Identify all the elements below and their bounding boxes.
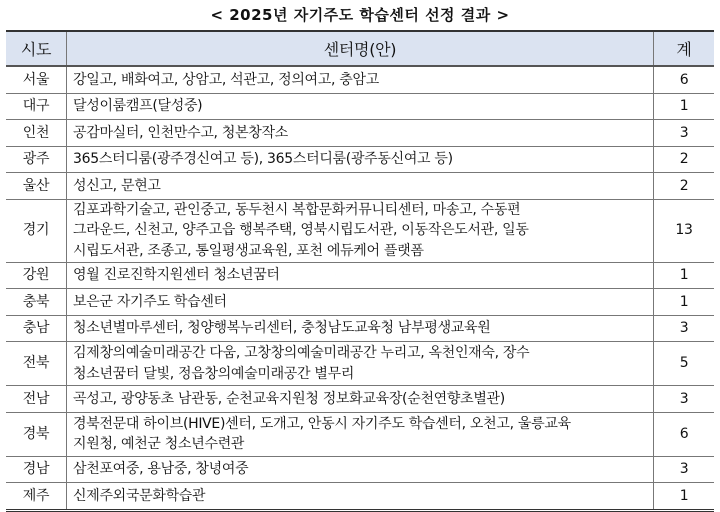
table-row: [6, 456, 714, 483]
table-header-row: [6, 31, 714, 66]
center-cell: [67, 120, 654, 147]
count-cell: 6: [654, 412, 715, 456]
count-cell: 6: [654, 66, 715, 93]
region-cell: 서울: [6, 66, 67, 93]
table-row: [6, 262, 714, 289]
center-cell: [67, 173, 654, 200]
center-cell: [67, 146, 654, 173]
table-title: < 2025년 자기주도 학습센터 선정 결과 >: [210, 6, 510, 24]
table-row: [6, 199, 714, 262]
region-cell: 강원: [6, 262, 67, 289]
count-cell: 3: [654, 120, 715, 147]
center-line: 시립도서관, 조종고, 통일평생교육원, 포천 에듀케어 플랫폼: [73, 242, 424, 259]
table-row: [6, 120, 714, 147]
region-cell: 경기: [6, 199, 67, 262]
count-cell: 2: [654, 146, 715, 173]
count-cell: 3: [654, 315, 715, 342]
center-line: 365스터디룸(광주경신여고 등), 365스터디룸(광주동신여고 등): [73, 151, 453, 167]
region-cell: 충남: [6, 315, 67, 342]
header-region: 시도: [6, 31, 67, 66]
count-cell: 1: [654, 93, 715, 120]
center-line: 강일고, 배화여고, 상암고, 석관고, 정의여고, 충암고: [73, 71, 379, 88]
count-cell: 13: [654, 199, 715, 262]
center-line: 김제창의예술미래공간 다움, 고창창의예술미래공간 누리고, 옥천인재숙, 장수: [73, 345, 530, 361]
center-cell: [67, 483, 654, 511]
region-cell: 울산: [6, 173, 67, 200]
region-cell: 경남: [6, 456, 67, 483]
center-line: 지원청, 예천군 청소년수련관: [73, 436, 245, 452]
count-cell: 1: [654, 483, 715, 511]
count-cell: 3: [654, 386, 715, 413]
count-cell: 5: [654, 342, 715, 386]
center-line: 달성이룸캠프(달성중): [73, 98, 203, 114]
table-row: [6, 483, 714, 511]
count-cell: 1: [654, 262, 715, 289]
region-cell: 광주: [6, 146, 67, 173]
center-cell: [67, 315, 654, 342]
table-row: [6, 315, 714, 342]
count-cell: 1: [654, 289, 715, 316]
table-row: [6, 93, 714, 120]
center-line: 경북전문대 하이브(HIVE)센터, 도개고, 안동시 자기주도 학습센터, 오천고, 울릉교육: [73, 415, 571, 432]
table-row: [6, 66, 714, 93]
center-cell: [67, 93, 654, 120]
center-line: 그라운드, 신천고, 양주고읍 행복주택, 영북시립도서관, 이동작은도서관, 일동: [73, 222, 529, 239]
center-line: 김포과학기술고, 관인중고, 동두천시 복합문화커뮤니티센터, 마송고, 수동편: [73, 201, 521, 218]
table-row: [6, 412, 714, 456]
region-cell: 제주: [6, 483, 67, 511]
center-cell: [67, 386, 654, 413]
center-line: 삼천포여중, 용남중, 창녕여중: [73, 461, 249, 477]
table-row: [6, 386, 714, 413]
header-count: 계: [654, 31, 715, 66]
count-cell: 2: [654, 173, 715, 200]
center-line: 청소년꿈터 달빛, 정읍창의예술미래공간 별무리: [73, 365, 355, 382]
region-cell: 대구: [6, 93, 67, 120]
region-cell: 전남: [6, 386, 67, 413]
center-line: 신제주외국문화학습관: [73, 487, 206, 504]
count-cell: 3: [654, 456, 715, 483]
table-row: [6, 146, 714, 173]
center-cell: [67, 412, 654, 456]
region-cell: 전북: [6, 342, 67, 386]
center-line: 영월 진로진학지원센터 청소년꿈터: [73, 267, 280, 283]
center-cell: [67, 199, 654, 262]
center-cell: [67, 66, 654, 93]
region-cell: 인천: [6, 120, 67, 147]
center-cell: [67, 289, 654, 316]
selection-results-table: [6, 30, 714, 512]
center-cell: [67, 262, 654, 289]
center-line: 공감마실터, 인천만수고, 청본창작소: [73, 124, 288, 141]
center-line: 청소년별마루센터, 청양행복누리센터, 충청남도교육청 남부평생교육원: [73, 320, 491, 336]
header-center: 센터명(안): [67, 31, 654, 66]
region-cell: 충북: [6, 289, 67, 316]
center-cell: [67, 342, 654, 386]
center-cell: [67, 456, 654, 483]
center-line: 성신고, 문현고: [73, 177, 161, 194]
region-cell: 경북: [6, 412, 67, 456]
center-line: 곡성고, 광양동초 남관동, 순천교육지원청 정보화교육장(순천연향초별관): [73, 390, 505, 407]
table-row: [6, 173, 714, 200]
table-row: [6, 342, 714, 386]
center-line: 보은군 자기주도 학습센터: [73, 293, 227, 310]
table-row: [6, 289, 714, 316]
